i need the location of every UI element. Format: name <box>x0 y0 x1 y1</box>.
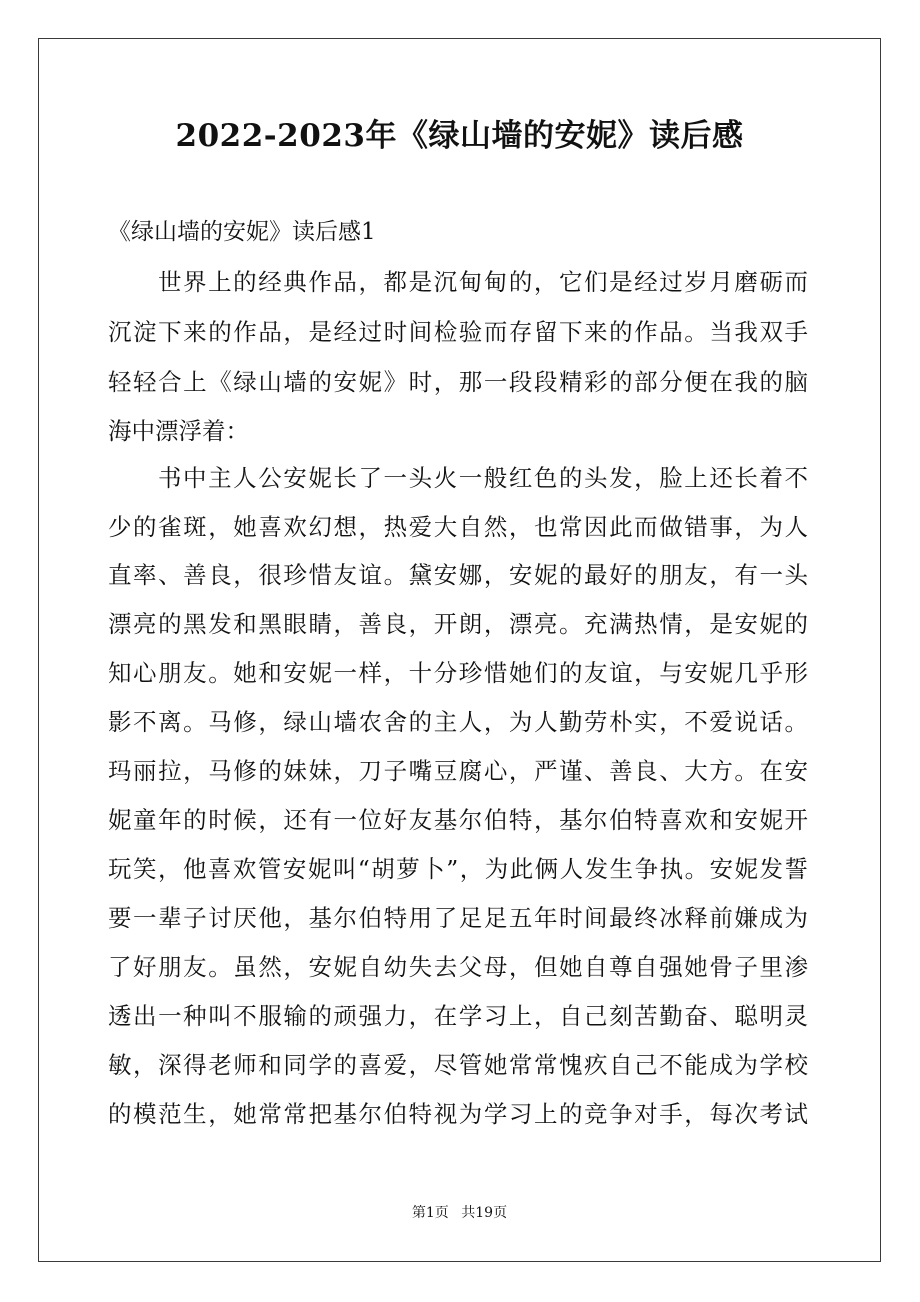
page-number: 第1页 <box>411 1205 449 1221</box>
paragraph-line: 影不离。马修，绿山墙农舍的主人，为人勤劳朴实，不爱说话。 <box>108 708 808 736</box>
paragraph-line: 要一辈子讨厌他，基尔伯特用了足足五年时间最终冰释前嫌成为 <box>108 904 808 932</box>
paragraph-line: 透出一种叫不服输的顽强力，在学习上，自己刻苦勤奋、聪明灵 <box>108 1002 808 1030</box>
paragraph-line: 沉淀下来的作品，是经过时间检验而存留下来的作品。当我双手 <box>108 318 808 346</box>
paragraph-line: 漂亮的黑发和黑眼睛，善良，开朗，漂亮。充满热情，是安妮的 <box>108 610 808 638</box>
document-title: 2022-2023年《绿山墙的安妮》读后感 <box>175 118 744 154</box>
paragraph-line: 了好朋友。虽然，安妮自幼失去父母，但她自尊自强她骨子里渗 <box>108 953 808 981</box>
paragraph-line: 知心朋友。她和安妮一样，十分珍惜她们的友谊，与安妮几乎形 <box>108 659 808 687</box>
paragraph-line: 玩笑，他喜欢管安妮叫“胡萝卜”，为此俩人发生争执。安妮发誓 <box>108 855 808 883</box>
page-total: 共19页 <box>461 1205 508 1221</box>
section-heading: 《绿山墙的安妮》读后感1 <box>108 219 376 245</box>
paragraph-line: 玛丽拉，马修的妹妹，刀子嘴豆腐心，严谨、善良、大方。在安 <box>108 757 808 785</box>
paragraph-line: 海中漂浮着： <box>108 417 249 445</box>
paragraph-line: 妮童年的时候，还有一位好友基尔伯特，基尔伯特喜欢和安妮开 <box>108 806 808 834</box>
paragraph-line: 书中主人公安妮长了一头火一般红色的头发，脸上还长着不 <box>158 464 808 492</box>
page-footer <box>38 1203 881 1223</box>
paragraph-line: 世界上的经典作品，都是沉甸甸的，它们是经过岁月磨砺而 <box>158 268 808 296</box>
paragraph-line: 轻轻合上《绿山墙的安妮》时，那一段段精彩的部分便在我的脑 <box>108 368 808 396</box>
paragraph-line: 直率、善良，很珍惜友谊。黛安娜，安妮的最好的朋友，有一头 <box>108 561 808 589</box>
paragraph-line: 少的雀斑，她喜欢幻想，热爱大自然，也常因此而做错事，为人 <box>108 513 808 541</box>
paragraph-line: 敏，深得老师和同学的喜爱，尽管她常常愧疚自己不能成为学校 <box>108 1051 808 1079</box>
paragraph-line: 的模范生，她常常把基尔伯特视为学习上的竞争对手，每次考试 <box>108 1100 808 1128</box>
